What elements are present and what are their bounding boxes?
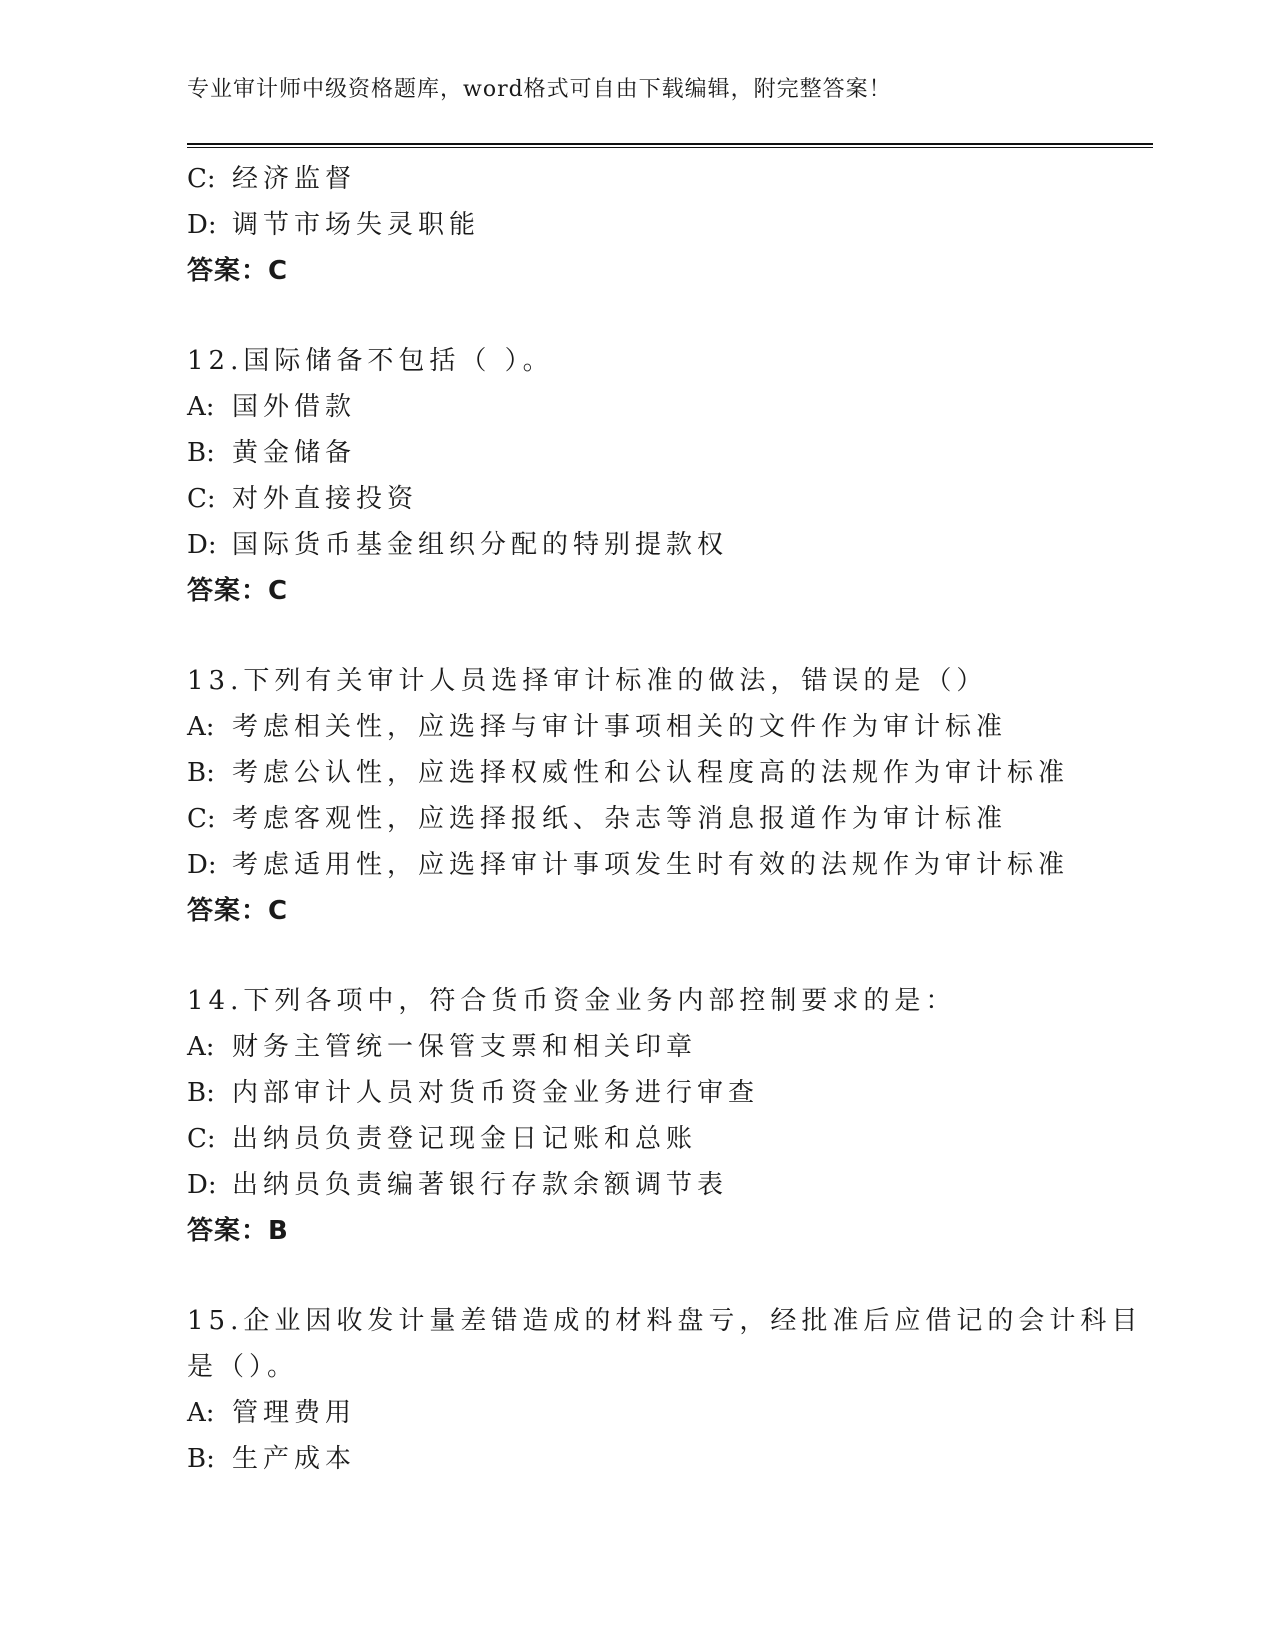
question-title: 12.国际储备不包括（ ）。 xyxy=(187,346,554,376)
option-a xyxy=(187,704,1087,750)
option-c xyxy=(187,156,1087,202)
header-divider xyxy=(187,143,1153,148)
option-letter: B: xyxy=(187,1078,215,1108)
option-letter: D: xyxy=(187,530,217,560)
option-letter: C: xyxy=(187,1124,216,1154)
option-d xyxy=(187,522,1087,568)
question-list xyxy=(187,156,1143,1482)
option-text: 内部审计人员对货币资金业务进行审查 xyxy=(232,1078,760,1108)
answer-line: 答案：B xyxy=(187,1216,289,1246)
option-text: 对外直接投资 xyxy=(232,484,419,514)
option-letter: C: xyxy=(187,164,216,194)
option-letter: A: xyxy=(187,1398,215,1428)
option-d xyxy=(187,202,1087,248)
question-title: 15.企业因收发计量差错造成的材料盘亏，经批准后应借记的会计科目 xyxy=(187,1306,1143,1336)
option-text: 国际货币基金组织分配的特别提款权 xyxy=(232,530,729,560)
option-text: 出纳员负责登记现金日记账和总账 xyxy=(232,1124,698,1154)
option-d xyxy=(187,1162,1087,1208)
option-a xyxy=(187,1390,1087,1436)
option-text: 考虑相关性，应选择与审计事项相关的文件作为审计标准 xyxy=(232,712,1008,742)
option-b xyxy=(187,1436,1087,1482)
question-title-continued: 是（）。 xyxy=(187,1352,299,1382)
question-title: 13.下列有关审计人员选择审计标准的做法，错误的是（） xyxy=(187,666,988,696)
option-letter: B: xyxy=(187,1444,215,1474)
option-a xyxy=(187,1024,1087,1070)
option-b xyxy=(187,430,1087,476)
option-d xyxy=(187,842,1087,888)
option-text: 考虑适用性，应选择审计事项发生时有效的法规作为审计标准 xyxy=(232,850,1070,880)
option-text: 考虑公认性，应选择权威性和公认程度高的法规作为审计标准 xyxy=(232,758,1070,788)
option-c xyxy=(187,476,1087,522)
option-c xyxy=(187,796,1087,842)
option-letter: A: xyxy=(187,1032,215,1062)
option-letter: B: xyxy=(187,438,215,468)
answer-line: 答案：C xyxy=(187,576,289,606)
option-text: 生产成本 xyxy=(232,1444,357,1474)
option-text: 管理费用 xyxy=(232,1398,357,1428)
option-text: 考虑客观性，应选择报纸、杂志等消息报道作为审计标准 xyxy=(232,804,1008,834)
option-letter: B: xyxy=(187,758,215,788)
option-letter: D: xyxy=(187,1170,217,1200)
page-header: 专业审计师中级资格题库，word格式可自由下载编辑，附完整答案！ xyxy=(187,77,892,102)
option-text: 经济监督 xyxy=(232,164,357,194)
option-letter: A: xyxy=(187,712,215,742)
option-b xyxy=(187,1070,1087,1116)
option-text: 出纳员负责编著银行存款余额调节表 xyxy=(232,1170,729,1200)
option-c xyxy=(187,1116,1087,1162)
option-letter: D: xyxy=(187,210,217,240)
option-letter: C: xyxy=(187,484,216,514)
option-text: 国外借款 xyxy=(232,392,357,422)
answer-line: 答案：C xyxy=(187,896,289,926)
answer-line: 答案：C xyxy=(187,256,289,286)
option-text: 财务主管统一保管支票和相关印章 xyxy=(232,1032,698,1062)
option-b xyxy=(187,750,1087,796)
option-text: 调节市场失灵职能 xyxy=(232,210,481,240)
option-a xyxy=(187,384,1087,430)
option-letter: A: xyxy=(187,392,215,422)
option-letter: C: xyxy=(187,804,216,834)
question-title: 14.下列各项中，符合货币资金业务内部控制要求的是： xyxy=(187,986,957,1016)
option-text: 黄金储备 xyxy=(232,438,357,468)
option-letter: D: xyxy=(187,850,217,880)
